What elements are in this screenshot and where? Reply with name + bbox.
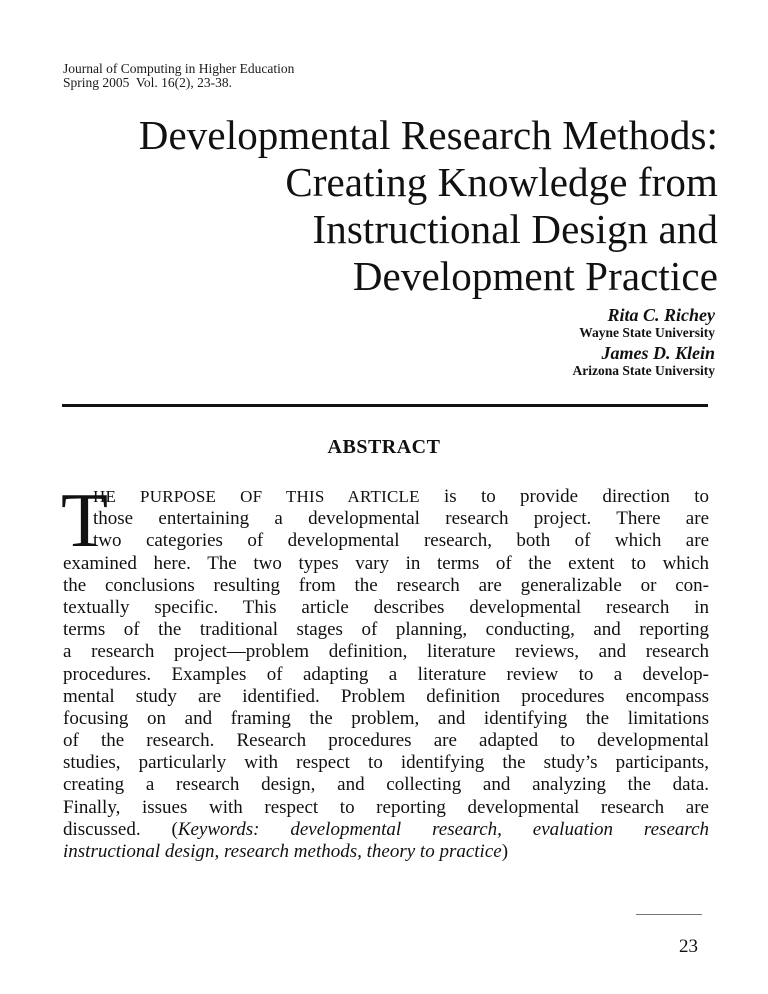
abstract-heading: ABSTRACT: [327, 436, 441, 458]
keywords-text: instructional design, research methods, theory to practice: [63, 841, 502, 862]
author-affiliation: Wayne State University: [579, 325, 715, 340]
footnote-divider: [636, 914, 702, 915]
journal-issue: Spring 2005 Vol. 16(2), 23-38.: [63, 75, 233, 90]
abstract-line: of the research. Research procedures are adapted to developmental: [63, 730, 709, 752]
abstract-line: textually specific. This article describes developmental research in: [63, 596, 709, 618]
abstract-line: creating a research design, and collecting and analyzing the data.: [63, 774, 709, 796]
abstract-line: Finally, issues with respect to reporting developmental research are: [63, 796, 709, 818]
abstract-line: examined here. The two types vary in terms of the extent to which: [63, 552, 709, 574]
header-divider: [62, 404, 708, 407]
abstract-line: focusing on and framing the problem, and identifying the limitations: [63, 707, 709, 729]
title-line: Creating Knowledge from: [285, 159, 718, 205]
abstract-line: terms of the traditional stages of planning, conducting, and reporting: [63, 619, 709, 641]
author-name: Rita C. Richey: [607, 305, 715, 325]
abstract-line: the conclusions resulting from the research are generalizable or con-: [63, 574, 709, 596]
article-title: [139, 112, 718, 300]
abstract-line: procedures. Examples of adapting a literature review to a develop-: [63, 663, 709, 685]
abstract-opening-rest: is to provide direction to: [419, 486, 709, 507]
journal-citation: [63, 62, 294, 90]
abstract-body: [61, 477, 709, 863]
title-line: Development Practice: [352, 253, 718, 299]
abstract-opening-caps: HE PURPOSE OF THIS ARTICLE: [93, 487, 420, 506]
author-affiliation: Arizona State University: [572, 363, 715, 378]
abstract-line: two categories of developmental research, both of which are: [93, 530, 709, 552]
abstract-line-keywords: [63, 819, 709, 841]
title-line: Instructional Design and: [312, 206, 718, 252]
journal-name: Journal of Computing in Higher Education: [63, 61, 295, 76]
abstract-line: mental study are identified. Problem definition procedures encompass: [63, 685, 709, 707]
author-list: [573, 305, 715, 381]
abstract-line: [93, 486, 709, 508]
keywords-text: Keywords: developmental research, evaluation research: [177, 818, 709, 840]
abstract-line-keywords: [63, 841, 709, 863]
page-number: 23: [679, 936, 698, 957]
abstract-text: discussed. (: [63, 818, 178, 840]
abstract-line: those entertaining a developmental research project. There are: [93, 508, 709, 530]
abstract-line: studies, particularly with respect to identifying the study’s participants,: [63, 752, 709, 774]
drop-cap: T: [61, 477, 109, 563]
title-line: Developmental Research Methods:: [138, 112, 718, 158]
author-name: James D. Klein: [601, 343, 715, 363]
abstract-text: ): [501, 841, 509, 862]
abstract-line: a research project—problem definition, literature reviews, and research: [63, 641, 709, 663]
